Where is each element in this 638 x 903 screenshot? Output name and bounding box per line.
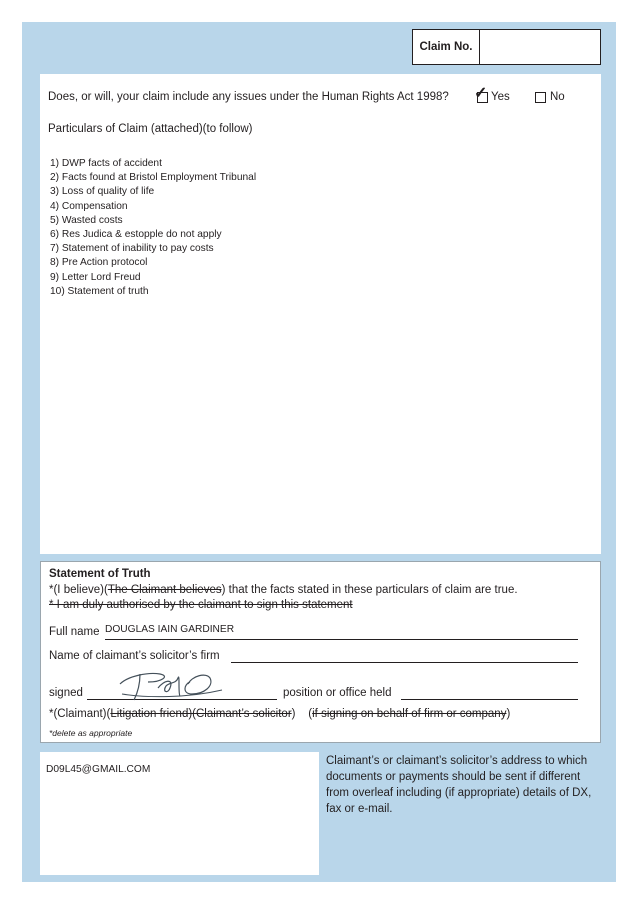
signed-label: signed <box>49 687 83 699</box>
handwritten-signature <box>118 664 228 704</box>
email-value: D09L45@GMAIL.COM <box>46 764 151 775</box>
full-name-value: DOUGLAS IAIN GARDINER <box>105 624 235 635</box>
position-field[interactable] <box>401 699 578 700</box>
list-item: 2) Facts found at Bristol Employment Tribunal <box>50 172 257 184</box>
yes-label: Yes <box>491 91 510 103</box>
authorisation-statement: * I am duly authorised by the claimant to sign this statement <box>49 599 353 611</box>
claim-number-label: Claim No. <box>413 30 480 64</box>
particulars-heading: Particulars of Claim (attached)(to follow) <box>48 123 253 135</box>
full-name-field[interactable] <box>105 639 578 640</box>
list-item: 1) DWP facts of accident <box>50 158 162 169</box>
human-rights-question: Does, or will, your claim include any issues under the Human Rights Act 1998? <box>48 91 449 103</box>
belief-statement: *(I believe)(The Claimant believes) that the facts stated in these particulars of claim are true. <box>49 584 518 596</box>
list-item: 3) Loss of quality of life <box>50 186 155 198</box>
particulars-panel <box>40 74 601 554</box>
solicitor-firm-label: Name of claimant’s solicitor’s firm <box>49 650 220 662</box>
claim-number-box <box>412 29 601 65</box>
list-item: 7) Statement of inability to pay costs <box>50 243 214 255</box>
address-box[interactable] <box>40 752 319 875</box>
solicitor-firm-field[interactable] <box>231 662 578 663</box>
no-checkbox[interactable] <box>535 92 546 103</box>
position-label: position or office held <box>283 687 392 699</box>
delete-note: *delete as appropriate <box>49 728 133 738</box>
list-item: 6) Res Judica & estopple do not apply <box>50 229 222 241</box>
role-options: *(Claimant)(Litigation friend)(Claimant’s solicitor) (if signing on behalf of firm or company) <box>49 708 511 720</box>
list-item: 8) Pre Action protocol <box>50 257 148 269</box>
full-name-label: Full name <box>49 626 100 638</box>
list-item: 4) Compensation <box>50 200 128 212</box>
claim-number-field[interactable] <box>480 30 600 64</box>
no-label: No <box>550 91 565 103</box>
statement-of-truth-title: Statement of Truth <box>49 568 151 580</box>
particulars-list <box>50 157 256 299</box>
list-item: 9) Letter Lord Freud <box>50 271 141 283</box>
statement-of-truth-panel <box>40 561 601 743</box>
list-item: 5) Wasted costs <box>50 214 123 226</box>
list-item: 10) Statement of truth <box>50 285 149 297</box>
address-instructions: Claimant’s or claimant’s solicitor’s address to which documents or payments should be sent if different from overleaf including (if appropriate) details of DX, fax or e-mail. <box>326 755 592 815</box>
check-mark-icon: ✓ <box>474 85 488 102</box>
